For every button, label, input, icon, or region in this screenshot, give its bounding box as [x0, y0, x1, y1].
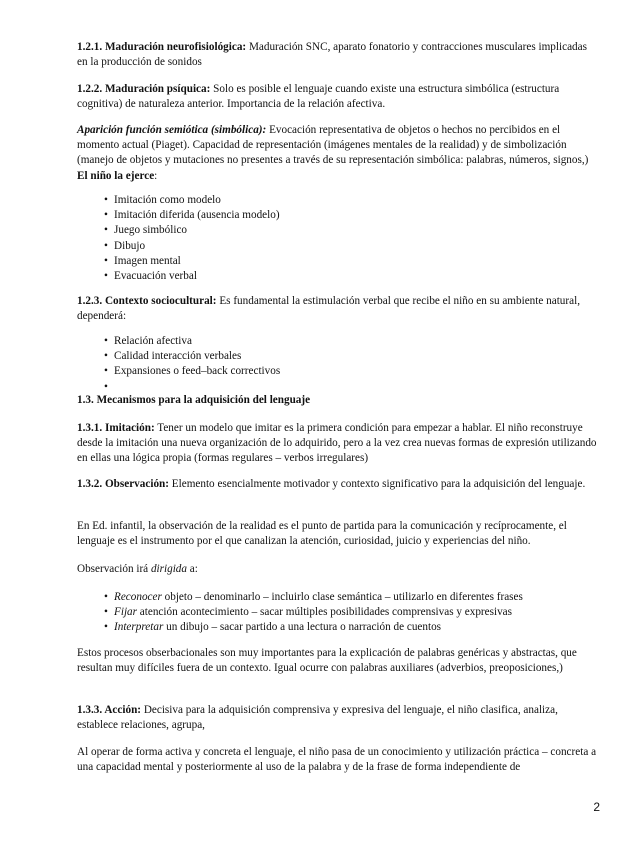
section-text: Decisiva para la adquisición comprensiva y expresiva del lenguaje, el niño clasifica, analiza, establece relaciones, agrupa, [77, 704, 558, 732]
observation-directed-line: Observación irá dirigida a: [77, 563, 198, 575]
list-item: • Expansiones o feed–back correctivos [104, 364, 594, 379]
section-text: Evocación representativa de objetos o hechos no percibidos en el momento actual (Piaget). Capacidad de representación (imágenes mentales de la realidad) y de simbolización (manejo de objetos y mutaciones no presentes a través de su representación simbólica: palabras, números, signos,) [77, 124, 589, 167]
symbolic-activities-list [104, 193, 594, 284]
section-1-3-heading [77, 393, 597, 408]
section-heading: 1.2.1. Maduración neurofisiológica: [77, 41, 247, 53]
section-heading: Aparición función semiótica (simbólica): [77, 124, 267, 136]
list-item: • Imitación diferida (ausencia modelo) [104, 208, 594, 223]
section-heading: 1.3.1. Imitación: [77, 422, 155, 434]
section-heading: 1.2.3. Contexto sociocultural: [77, 295, 217, 307]
bold-phrase: El niño la ejerce [77, 169, 155, 182]
section-heading: 1.3.3. Acción: [77, 704, 142, 716]
section-heading: 1.3. Mecanismos para la adquisición del lenguaje [77, 394, 311, 406]
section-heading: 1.2.2. Maduración psíquica: [77, 83, 211, 95]
list-item: • Dibujo [104, 239, 594, 254]
page-number: 2 [593, 800, 600, 814]
list-item: • Relación afectiva [104, 334, 594, 349]
list-item: • Interpretar un dibujo – sacar partido a una lectura o narración de cuentos [104, 620, 594, 635]
section-1-2-1 [77, 40, 597, 70]
list-item: • Imitación como modelo [104, 193, 594, 208]
section-1-2-2 [77, 82, 597, 112]
section-text: Elemento esencialmente motivador y contexto significativo para la adquisición del lenguaje. [168, 478, 586, 490]
list-item: • Juego simbólico [104, 223, 594, 238]
semiotic-function-paragraph: Aparición función semiótica (simbólica): Evocación representativa de objetos o hechos no percibidos en el momento actual (Piaget). Capacidad de representación (imágenes mentales de la realidad) y de simbolización (manejo de objetos y mutaciones no presentes a través de su representación simbólica: palabras, números, signos,) El niño la ejerce: [77, 124, 589, 182]
infantil-paragraph: En Ed. infantil, la observación de la realidad es el punto de partida para la comunicación y recíprocamente, el lenguaje es el instrumento por el que canalizan la atención, curiosidad, juicio y experiencias del niño. [77, 520, 567, 548]
list-item: • Imagen mental [104, 254, 594, 269]
list-item: • Reconocer objeto – denominarlo – incluirlo clase semántica – utilizarlo en diferentes frases [104, 590, 594, 605]
action-paragraph: Al operar de forma activa y concreta el lenguaje, el niño pasa de un conocimiento y utilización práctica – concreta a una capacidad mental y posteriormente al uso de la palabra y de la frase de forma independiente de [77, 746, 597, 774]
section-1-3-1 [77, 421, 597, 467]
list-item: • Fijar atención acontecimiento – sacar múltiples posibilidades comprensivas y expresivas [104, 605, 594, 620]
section-text: Maduración SNC, aparato fonatorio y contracciones musculares implicadas en la producción de sonidos [77, 41, 587, 69]
section-text: Es fundamental la estimulación verbal que recibe el niño en su ambiente natural, dependerá: [77, 295, 580, 323]
section-1-3-3 [77, 703, 597, 733]
section-1-2-3 [77, 294, 597, 324]
sociocultural-list [104, 334, 594, 395]
list-item: • Calidad interacción verbales [104, 349, 594, 364]
processes-paragraph: Estos procesos obserbacionales son muy importantes para la explicación de palabras genéricas y abstractas, que resultan muy difíciles fuera de un contexto. Igual ocurre con palabras auxiliares (adverbios, preoposiciones,) [77, 647, 577, 675]
section-heading: 1.3.2. Observación: [77, 478, 169, 490]
observation-list [104, 590, 594, 636]
section-text: Solo es posible el lenguaje cuando existe una estructura simbólica (estructura cognitiva) de naturaleza anterior. Importancia de la relación afectiva. [77, 83, 560, 111]
section-1-3-2 [77, 477, 597, 492]
list-item: • Evacuación verbal [104, 269, 594, 284]
section-text: Tener un modelo que imitar es la primera condición para empezar a hablar. El niño reconstruye desde la imitación una nueva organización de lo adquirido, pero a la vez crea nuevas formas de expresión utilizando en ellas una lógica propia (formas regulares – verbos irregulares) [77, 422, 597, 465]
